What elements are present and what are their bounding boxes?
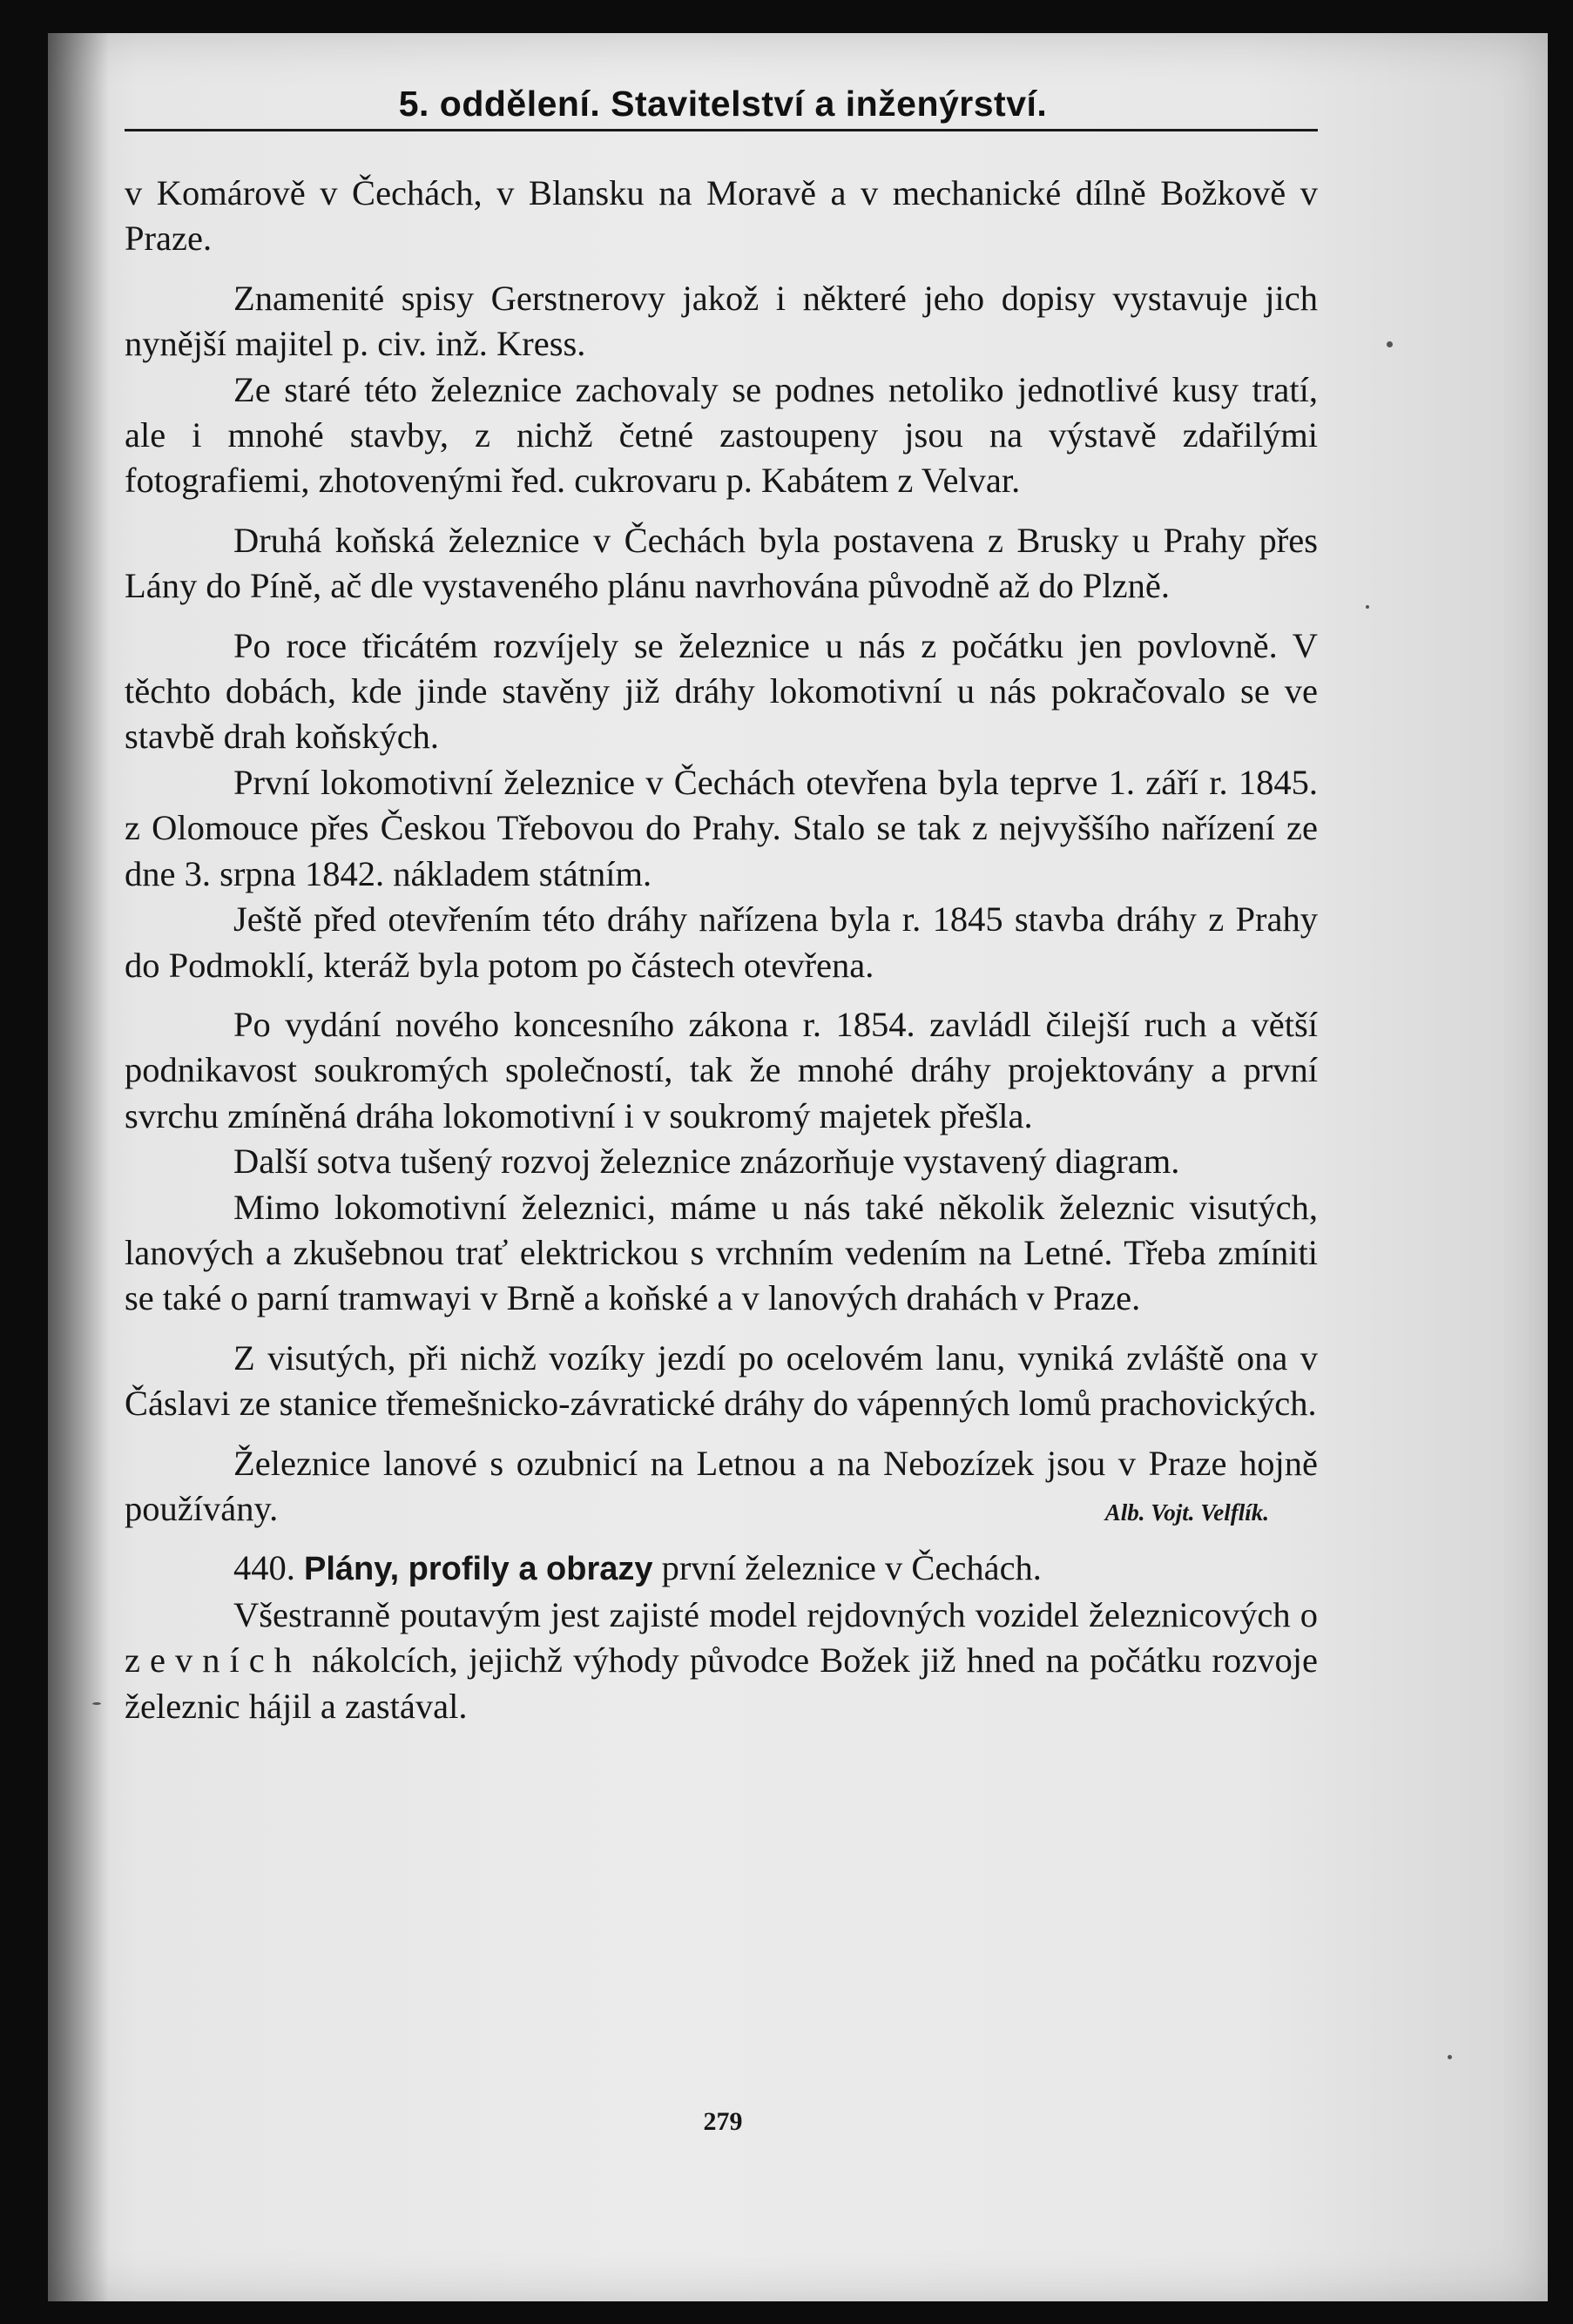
paragraph-13 xyxy=(125,1593,1318,1729)
scan-speck xyxy=(92,1702,101,1705)
main-text xyxy=(125,171,1318,1729)
section-title: Plány, profily a obrazy xyxy=(304,1551,653,1588)
paragraph-7: Ještě před otevřením této dráhy nařízena byla r. 1845 stavba dráhy z Prahy do Podmoklí, kteráž byla potom po částech otevřena. xyxy=(125,899,1318,985)
paragraph-13-spaced-word: zevních xyxy=(125,1640,301,1681)
scan-speck xyxy=(1366,605,1369,609)
paragraph-11: Z visutých, při nichž vozíky jezdí po ocelovém lanu, vyniká zvláště ona v Čáslavi ze stanice třemešnicko-závratické dráhy do vápenných lomů prachovických. xyxy=(125,1337,1318,1424)
paragraph-3: Ze staré této železnice zachovaly se podnes netoliko jednotlivé kusy tratí, ale i mnohé stavby, z nichž četné zastoupeny jsou na výstavě zdařilými fotografiemi, zhotovenými řed. cukrovaru p. Kabátem z Velvar. xyxy=(125,369,1318,501)
binding-shadow xyxy=(48,33,109,2301)
paragraph-12-text: Železnice lanové s ozubnicí na Letnou a na Nebozízek jsou v Praze hojně používány. xyxy=(125,1443,1318,1528)
paragraph-9: Další sotva tušený rozvoj železnice znázorňuje vystavený diagram. xyxy=(233,1142,1180,1182)
running-head: 5. oddělení. Stavitelství a inženýrství. xyxy=(398,84,1048,124)
section-title-rest: první železnice v Čechách. xyxy=(652,1548,1042,1588)
paragraph-6: První lokomotivní železnice v Čechách otevřena byla teprve 1. září r. 1845. z Olomouce přes Českou Třebovou do Prahy. Stalo se tak z nejvyššího nařízení ze dne 3. srpna 1842. nákladem státním. xyxy=(125,762,1318,893)
paragraph-2: Znamenité spisy Gerstnerovy jakož i některé jeho dopisy vystavuje jich nynější majitel p. civ. inž. Kress. xyxy=(125,278,1318,364)
scan-speck xyxy=(1448,2055,1452,2059)
paragraph-12 xyxy=(125,1441,1318,1532)
paragraph-4: Druhá koňská železnice v Čechách byla postavena z Brusky u Prahy přes Lány do Píně, ač dle vystaveného plánu navrhována původně až do Plzně. xyxy=(125,520,1318,606)
author-signature: Alb. Vojt. Velflík. xyxy=(1104,1499,1269,1526)
paragraph-1: v Komárově v Čechách, v Blansku na Moravě a v mechanické dílně Božkově v Praze. xyxy=(125,173,1318,259)
paragraph-10: Mimo lokomotivní železnici, máme u nás také několik železnic visutých, lanových a zkušebnou trať elektrickou s vrchním vedením na Letné. Třeba zmíniti se také o parní tramwayi v Brně a koňské a v lanových drahách v Praze. xyxy=(125,1187,1318,1318)
paragraph-8: Po vydání nového koncesního zákona r. 1854. zavládl čilejší ruch a větší podnikavost soukromých společností, tak že mnohé dráhy projektovány a první svrchu zmíněná dráha lokomotivní i v soukromý majetek přešla. xyxy=(125,1004,1318,1135)
page-number: 279 xyxy=(703,2107,743,2136)
section-heading xyxy=(125,1546,1318,1592)
paragraph-13-end: nákolcích, jejichž výhody původce Božek již hned na počátku rozvoje železnic hájil a zastával. xyxy=(125,1640,1318,1726)
section-number: 440. xyxy=(233,1548,295,1588)
paragraph-5: Po roce třicátém rozvíjely se železnice u nás z počátku jen povlovně. V těchto dobách, kde jinde stavěny již dráhy lokomotivní u nás pokračovalo se ve stavbě drah koňských. xyxy=(125,625,1318,757)
header-rule xyxy=(125,129,1318,131)
scan-speck xyxy=(1387,341,1393,347)
paragraph-13-start: Všestranně poutavým jest zajisté model rejdovných vozidel železnicových o xyxy=(233,1594,1318,1634)
